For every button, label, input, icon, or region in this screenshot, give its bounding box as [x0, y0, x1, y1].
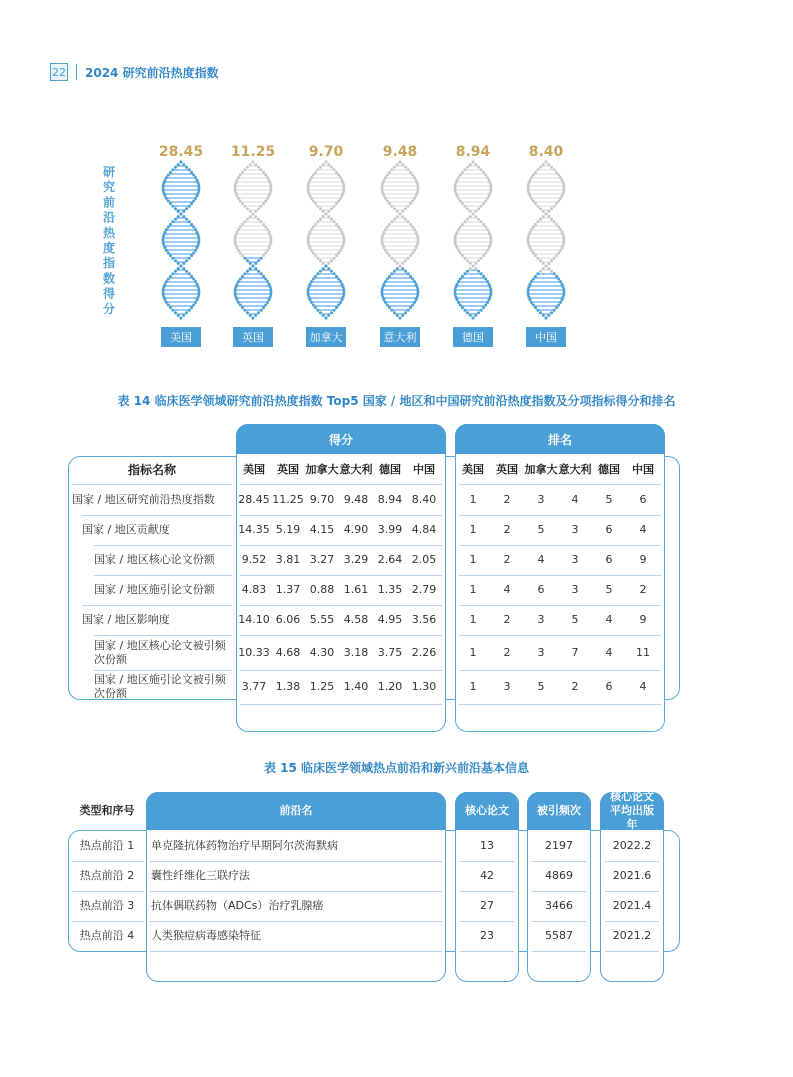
dna-bar — [381, 161, 420, 320]
category-label: 英国 — [242, 331, 264, 344]
table14-rank-cell: 4 — [639, 680, 647, 693]
table14-score-cell: 3.75 — [377, 646, 403, 659]
table14-rank-cell: 5 — [605, 583, 613, 596]
table15-name-cell: 单克隆抗体药物治疗早期阿尔茨海默病 — [151, 839, 338, 852]
table14-rank-cell: 1 — [469, 553, 477, 566]
table14-score-cell: 3.77 — [241, 680, 267, 693]
value-label: 11.25 — [230, 144, 276, 160]
table14-score-cell: 8.40 — [411, 493, 437, 506]
table14-score-cell: 4.90 — [343, 523, 369, 536]
table14-label-header: 指标名称 — [127, 463, 176, 477]
table14-row-label: 国家 / 地区影响度 — [82, 613, 170, 626]
table15-name-cell: 抗体偶联药物（ADCs）治疗乳腺癌 — [151, 899, 324, 912]
dna-bar — [527, 161, 566, 320]
table14-rank-cell: 6 — [537, 583, 545, 596]
table14-rank-cell: 3 — [537, 493, 545, 506]
table14-rank-cell: 3 — [537, 646, 545, 659]
table15-year-cell: 2021.4 — [612, 899, 652, 912]
table14-score-cell: 9.52 — [241, 553, 267, 566]
table14-rank-country: 美国 — [462, 463, 484, 476]
table14-score-cell: 1.37 — [275, 583, 301, 596]
table14-rank-cell: 3 — [571, 523, 579, 536]
table14-score-cell: 1.38 — [275, 680, 301, 693]
table14-rank-cell: 4 — [571, 493, 579, 506]
table14-score-cell: 4.83 — [241, 583, 267, 596]
table14-rank-cell: 5 — [537, 523, 545, 536]
table15-type-cell: 热点前沿 4 — [79, 929, 135, 942]
table14-score-cell: 4.68 — [275, 646, 301, 659]
table14-rank-cell: 1 — [469, 583, 477, 596]
table15-year-cell: 2021.6 — [612, 869, 652, 882]
table14-rank-cell: 6 — [639, 493, 647, 506]
table14-score-cell: 14.10 — [238, 613, 270, 626]
table14-score-cell: 3.27 — [309, 553, 335, 566]
table14-score-cell: 9.48 — [343, 493, 369, 506]
table14-score-cell: 1.30 — [411, 680, 437, 693]
table14-score-cell: 4.84 — [411, 523, 437, 536]
table14-rank-cell: 4 — [537, 553, 545, 566]
table14-rank-cell: 6 — [605, 680, 613, 693]
table15-cited-cell: 2197 — [545, 839, 573, 852]
category-label: 意大利 — [383, 331, 417, 344]
value-label: 9.70 — [308, 144, 344, 160]
category-label: 美国 — [170, 331, 192, 344]
table15-cited-cell: 5587 — [545, 929, 573, 942]
table14-score-cell: 2.26 — [411, 646, 437, 659]
table14-rank-cell: 1 — [469, 613, 477, 626]
table14-rank-cell: 4 — [503, 583, 511, 596]
table14-rank-cell: 7 — [571, 646, 579, 659]
table14-rank-cell: 5 — [537, 680, 545, 693]
table14-score-cell: 11.25 — [272, 493, 304, 506]
table14-score-cell: 1.61 — [343, 583, 369, 596]
table14-rank-country: 英国 — [496, 463, 518, 476]
table14-rank-cell: 1 — [469, 680, 477, 693]
table15-year-cell: 2021.2 — [612, 929, 652, 942]
table15-core-cell: 42 — [480, 869, 494, 882]
table15-caption: 表 15 临床医学领域热点前沿和新兴前沿基本信息 — [263, 761, 530, 775]
table14-rank-cell: 6 — [605, 553, 613, 566]
value-label: 8.94 — [455, 144, 491, 160]
table14-rank-cell: 1 — [469, 523, 477, 536]
dna-bar-chart — [0, 130, 793, 355]
table14-score-cell: 1.40 — [343, 680, 369, 693]
table14-score-cell: 4.15 — [309, 523, 335, 536]
table14-score-cell: 8.94 — [377, 493, 403, 506]
table14-rank-cell: 4 — [605, 646, 613, 659]
table14-rank-cell: 3 — [571, 553, 579, 566]
table14-caption: 表 14 临床医学领域研究前沿热度指数 Top5 国家 / 地区和中国研究前沿热度指数及分项指标得分和排名 — [117, 394, 676, 408]
table14-score-country: 中国 — [413, 463, 435, 476]
table14-row-label: 国家 / 地区施引论文被引频次份额 — [94, 673, 226, 700]
y-axis-label: 研究前沿热度指数得分 — [102, 165, 116, 316]
table14-score-cell: 28.45 — [238, 493, 270, 506]
dna-bar — [454, 161, 493, 320]
table14-score-country: 德国 — [379, 463, 401, 476]
table14-row-label: 国家 / 地区核心论文被引频次份额 — [94, 639, 226, 666]
header-title: 2024 研究前沿热度指数 — [85, 65, 219, 80]
table14-rank-cell: 5 — [571, 613, 579, 626]
table14-score-header: 得分 — [236, 424, 446, 454]
table14-rank-cell: 2 — [503, 553, 511, 566]
row-divider — [240, 704, 442, 705]
table14-rank-cell: 2 — [503, 646, 511, 659]
table14-rank-country: 德国 — [598, 463, 620, 476]
table14-score-cell: 2.05 — [411, 553, 437, 566]
table15-header-core: 核心论文 — [455, 792, 519, 830]
table14-score-cell: 4.95 — [377, 613, 403, 626]
table15-header-cited: 被引频次 — [527, 792, 591, 830]
table14-score-cell: 4.30 — [309, 646, 335, 659]
row-divider — [460, 951, 514, 952]
table14-rank-cell: 3 — [537, 613, 545, 626]
table14-rank-country: 加拿大 — [524, 463, 558, 476]
table14-score-country: 美国 — [243, 463, 265, 476]
page-number: 22 — [50, 63, 68, 81]
table15-core-cell: 23 — [480, 929, 494, 942]
table14-score-cell: 3.56 — [411, 613, 437, 626]
table14-score-cell: 14.35 — [238, 523, 270, 536]
table15-year-cell: 2022.2 — [612, 839, 652, 852]
table14-score-country: 意大利 — [339, 463, 373, 476]
table14-score-cell: 1.20 — [377, 680, 403, 693]
value-label: 8.40 — [528, 144, 564, 160]
table14-score-cell: 2.79 — [411, 583, 437, 596]
table14-score-cell: 3.99 — [377, 523, 403, 536]
row-divider — [605, 951, 659, 952]
table14-score-cell: 3.81 — [275, 553, 301, 566]
table15-header-name: 前沿名 — [146, 792, 446, 830]
dna-bar — [307, 161, 346, 320]
table14-score-cell: 2.64 — [377, 553, 403, 566]
header-divider — [76, 64, 77, 80]
table15-name-cell: 囊性纤维化三联疗法 — [151, 869, 250, 882]
value-label: 9.48 — [382, 144, 418, 160]
table14-score-cell: 0.88 — [309, 583, 335, 596]
table14-rank-cell: 6 — [605, 523, 613, 536]
category-label: 加拿大 — [309, 331, 343, 344]
row-divider — [150, 951, 442, 952]
table14-score-cell: 3.18 — [343, 646, 369, 659]
table14-row-label: 国家 / 地区核心论文份额 — [94, 553, 215, 566]
table14-score-cell: 6.06 — [275, 613, 301, 626]
table14-rank-cell: 2 — [503, 523, 511, 536]
row-divider — [459, 704, 661, 705]
dna-bar — [234, 161, 273, 320]
table14-rank-cell: 9 — [639, 553, 647, 566]
dna-bar — [162, 161, 201, 320]
table14-rank-cell: 9 — [639, 613, 647, 626]
table14-rank-cell: 3 — [571, 583, 579, 596]
table14-score-cell: 4.58 — [343, 613, 369, 626]
value-label: 28.45 — [158, 144, 204, 160]
table14-rank-cell: 2 — [503, 613, 511, 626]
row-divider — [532, 951, 586, 952]
table15-cited-cell: 4869 — [545, 869, 573, 882]
table14-score-cell: 1.25 — [309, 680, 335, 693]
table15-cited-cell: 3466 — [545, 899, 573, 912]
category-label: 德国 — [462, 331, 484, 344]
table14-rank-cell: 2 — [639, 583, 647, 596]
table14-rank-cell: 5 — [605, 493, 613, 506]
table14-score-country: 加拿大 — [305, 463, 339, 476]
table14-score-cell: 1.35 — [377, 583, 403, 596]
table14-score-country: 英国 — [277, 463, 299, 476]
table14-score-cell: 3.29 — [343, 553, 369, 566]
table14-rank-cell: 4 — [639, 523, 647, 536]
table14-rank-cell: 4 — [605, 613, 613, 626]
table14-rank-country: 中国 — [632, 463, 654, 476]
page-header — [50, 62, 219, 82]
table14-rank-cell: 1 — [469, 493, 477, 506]
table15-core-cell: 13 — [480, 839, 494, 852]
table15-name-cell: 人类猴痘病毒感染特征 — [151, 929, 261, 942]
table14-score-cell: 10.33 — [238, 646, 270, 659]
table14-row-label: 国家 / 地区贡献度 — [82, 523, 170, 536]
table14-rank-cell: 2 — [571, 680, 579, 693]
table14-rank-country: 意大利 — [558, 463, 592, 476]
table15-header-year: 核心论文平均出版年 — [600, 792, 664, 830]
table14-row-label: 国家 / 地区研究前沿热度指数 — [72, 493, 215, 506]
table15-core-cell: 27 — [480, 899, 494, 912]
table14-score-cell: 9.70 — [309, 493, 335, 506]
table14-rank-cell: 1 — [469, 646, 477, 659]
table14-row-label: 国家 / 地区施引论文份额 — [94, 583, 215, 596]
table15-type-cell: 热点前沿 3 — [79, 899, 135, 912]
category-label: 中国 — [535, 331, 557, 344]
table14-rank-cell: 11 — [636, 646, 650, 659]
table14-rank-header: 排名 — [455, 424, 665, 454]
table15-type-cell: 热点前沿 1 — [79, 839, 135, 852]
table14-score-cell: 5.55 — [309, 613, 335, 626]
table14-rank-cell: 2 — [503, 493, 511, 506]
table15-header-type: 类型和序号 — [79, 804, 135, 817]
table14-rank-cell: 3 — [503, 680, 511, 693]
table15-type-cell: 热点前沿 2 — [79, 869, 135, 882]
table14-score-cell: 5.19 — [275, 523, 301, 536]
